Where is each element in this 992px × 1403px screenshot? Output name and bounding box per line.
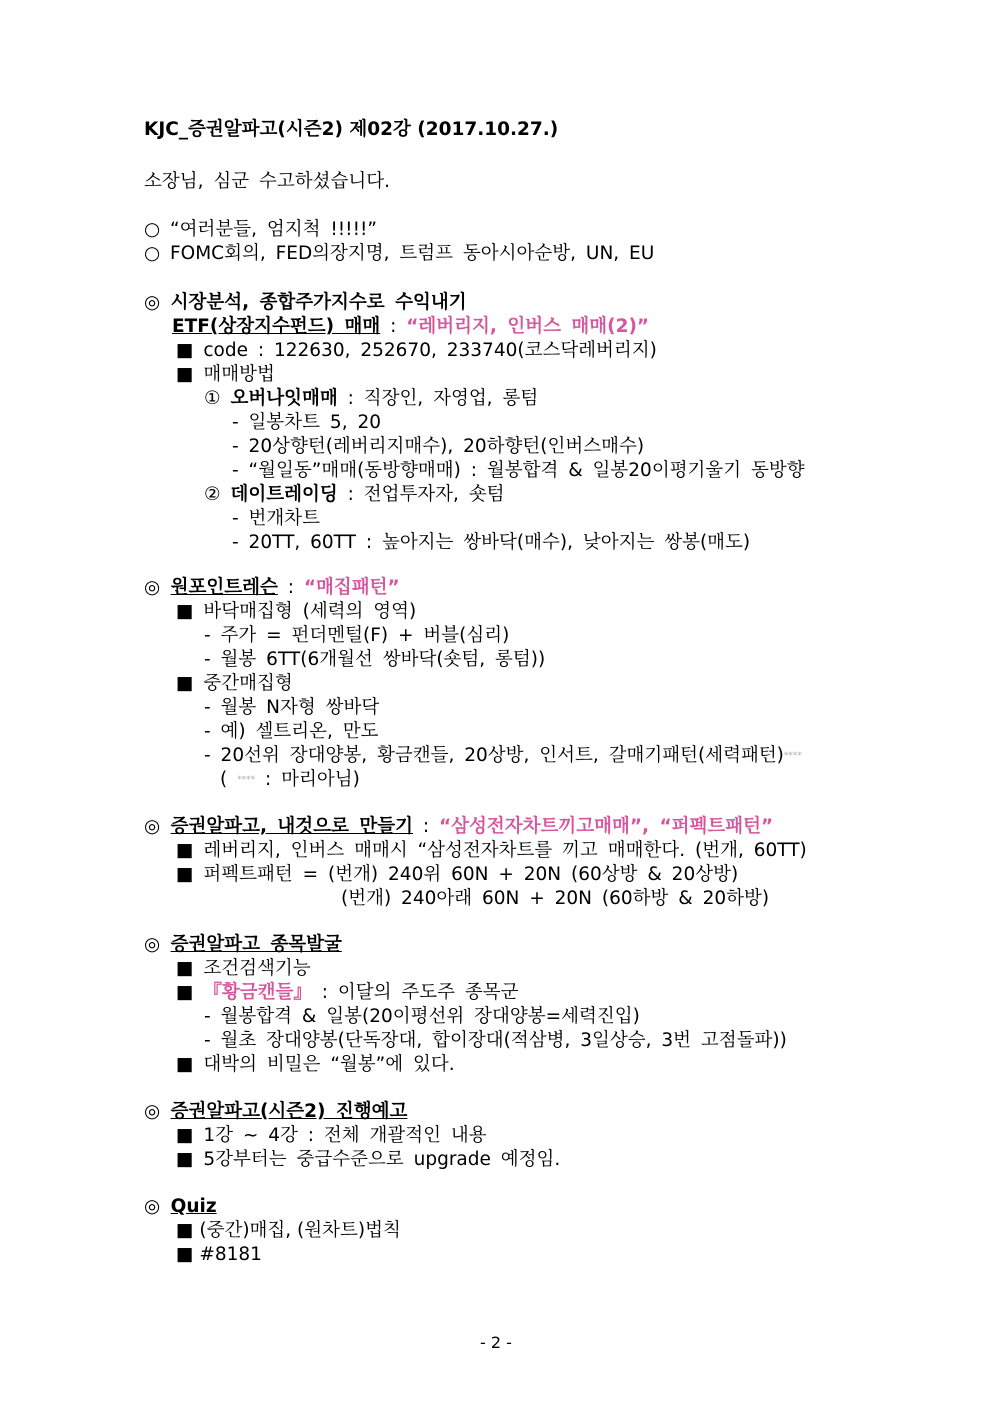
etf-subheading [172, 315, 649, 339]
stock-discovery-label: 증권알파고 종목발굴 [170, 934, 342, 955]
middle-sub-2: - 예) 셀트리온, 만도 [204, 721, 379, 742]
middle-sub-3-cont [220, 768, 360, 792]
overnight-sub-1: - 일봉차트 5, 20 [232, 412, 381, 433]
golden-candle-desc: : 이달의 주도주 종목군 [311, 982, 519, 1003]
section-make-it-mine-heading [144, 815, 773, 839]
samsung-perfect-topic: “삼성전자차트끼고매매”, “퍼펙트패턴” [438, 816, 774, 837]
golden-sub-1: - 월봉합격 & 일봉(20이평선위 장대양봉=세력진입) [204, 1006, 640, 1027]
preview-item-1: ■ 1강 ~ 4강 : 전체 개괄적인 내용 [176, 1125, 487, 1146]
heading-mark: ◎ [144, 816, 171, 837]
heading-sep: : [412, 816, 439, 837]
make-it-mine-label: 증권알파고, 내것으로 만들기 [170, 816, 413, 837]
daytrade-sub-1: - 번개차트 [232, 508, 321, 529]
trade-method-item: ■ 매매방법 [176, 364, 275, 385]
daytrade-item [204, 483, 505, 507]
heading-mark: ◎ [144, 1196, 171, 1217]
section-quiz-heading [144, 1195, 217, 1219]
heading-mark: ◎ [144, 934, 171, 955]
credit-text: : 마리아님) [255, 769, 360, 790]
middle-sub-3-text: - 20선위 장대양봉, 황금캔들, 20상방, 인서트, 갈매기패턴(세력패턴) [204, 745, 784, 766]
heading-mark: ◎ [144, 577, 171, 598]
section-one-point-lesson-heading [144, 576, 400, 600]
golden-sub-2: - 월초 장대양봉(단독장대, 합이장대(적삼병, 3일상승, 3번 고점돌파)) [204, 1030, 787, 1051]
greeting: 소장님, 심군 수고하셨습니다. [144, 171, 390, 192]
masked-mark: **** [783, 751, 802, 761]
etf-label: ETF(상장지수펀드) 매매 [172, 316, 381, 337]
middle-sub-3 [204, 744, 802, 768]
circled-number-2: ② [204, 484, 231, 505]
one-point-lesson-label: 원포인트레슨 [170, 577, 278, 598]
heading-sep: : [277, 577, 304, 598]
overnight-trade-label: 오버나잇매매 [230, 388, 338, 409]
circled-number-1: ① [204, 388, 231, 409]
etf-sep: : [380, 316, 407, 337]
middle-accumulation-item: ■ 중간매집형 [176, 673, 293, 694]
section-market-analysis-heading: ◎ 시장분석, 종합주가지수로 수익내기 [144, 292, 467, 313]
preview-label: 증권알파고(시즌2) 진행예고 [170, 1101, 408, 1122]
quiz-item-2: ■ #8181 [176, 1244, 262, 1265]
overnight-sub-2: - 20상향턴(레버리지매수), 20하향턴(인버스매수) [232, 436, 645, 457]
section-preview-heading [144, 1100, 407, 1124]
bottom-sub-2: - 월봉 6TT(6개월선 쌍바닥(숏텀, 롱텀)) [204, 649, 546, 670]
overnight-sub-3: - “월일동”매매(동방향매매) : 월봉합격 & 일봉20이평기울기 동방향 [232, 460, 805, 481]
bottom-sub-1: - 주가 = 펀더멘털(F) + 버블(심리) [204, 625, 510, 646]
etf-topic: “레버리지, 인버스 매매(2)” [406, 316, 650, 337]
preview-item-2: ■ 5강부터는 중급수준으로 upgrade 예정임. [176, 1149, 561, 1170]
golden-candle-item [176, 981, 518, 1005]
quiz-item-1: ■ (중간)매집, (원차트)법칙 [176, 1220, 401, 1241]
perfect-pattern-item: ■ 퍼펙트패턴 = (번개) 240위 60N + 20N (60상방 & 20상방) [176, 864, 739, 885]
condition-search-item: ■ 조건검색기능 [176, 958, 311, 979]
accumulation-pattern-topic: “매집패턴” [303, 577, 400, 598]
document-header: KJC_증권알파고(시즌2) 제02강 (2017.10.27.) [144, 119, 559, 140]
intro-line-1: ○ “여러분들, 엄지척 !!!!!” [144, 219, 378, 240]
daytrade-label: 데이트레이딩 [230, 484, 338, 505]
middle-sub-1: - 월봉 N자형 쌍바닥 [204, 697, 380, 718]
jackpot-secret-item: ■ 대박의 비밀은 “월봉”에 있다. [176, 1054, 455, 1075]
overnight-trade-desc: : 직장인, 자영업, 롱텀 [337, 388, 539, 409]
heading-mark: ◎ [144, 1101, 171, 1122]
quiz-label: Quiz [170, 1196, 217, 1217]
daytrade-desc: : 전업투자자, 숏텀 [337, 484, 505, 505]
overnight-trade-item [204, 387, 538, 411]
intro-line-2: ○ FOMC회의, FED의장지명, 트럼프 동아시아순방, UN, EU [144, 243, 655, 264]
masked-mark-2: **** [237, 775, 256, 785]
leverage-inverse-item: ■ 레버리지, 인버스 매매시 “삼성전자차트를 끼고 매매한다. (번개, 60TT) [176, 840, 807, 861]
bottom-accumulation-item: ■ 바닥매집형 (세력의 영역) [176, 601, 417, 622]
etf-code-item: ■ code : 122630, 252670, 233740(코스닥레버리지) [176, 340, 657, 361]
daytrade-sub-2: - 20TT, 60TT : 높아지는 쌍바닥(매수), 낮아지는 쌍봉(매도) [232, 532, 751, 553]
page-number: - 2 - [480, 1333, 512, 1352]
perfect-pattern-cont: (번개) 240아래 60N + 20N (60하방 & 20하방) [341, 888, 770, 909]
golden-candle-label: 『황금캔들』 [203, 982, 312, 1003]
paren-open: ( [220, 769, 238, 790]
bullet: ■ [176, 982, 204, 1003]
section-stock-discovery-heading [144, 933, 342, 957]
